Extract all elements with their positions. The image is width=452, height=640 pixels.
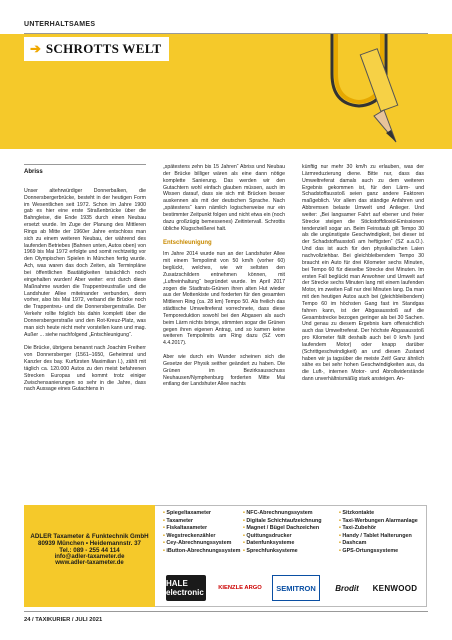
list-item: • Cey-Abrechnungssystem [163,540,240,548]
paragraph: Unser altehrwürdiger Donnerbalken, die Donnersbergerbrücke, besteht in der heutigen Form im Wesentlichen seit 1972. Schon im Jahre 1900 gab es hier eine erste Straßenbrücke über die Bahngleise, die Ende 1935 durch einen Neubau ersetzt wurde. Im Zuge der Planung des Mittleren Rings ab Mitte der 1960er Jahre entschloss man sich zu einem weiteren Neubau, der während des laufenden Betriebes (Bahnen unten, Autos oben) von 1969 bis Mai 1972 erfolgte und somit rechtzeitig vor den Olympischen Spielen in München fertig wurde. Ach, was waren das doch Zeiten, als Terminpläne bei öffentlichen Bautätigkeiten tatsächlich noch eingehalten wurden! Aber weiter: erst durch diese Maßnahme wurden die Trappentreustraße und die Landshuter Allee miteinander verbunden, denn vorher, also bis Mai 1972, verband die Brücke noch die Trappentreu- und die Donnersbergerstraße. Der Verkehr rollte folglich bis dahin komplett über die Donnersbergerstraße und den Rot-Kreuz-Platz, was man sich heute nicht mehr vorstellen kann und mag. Außer ... siehe nachfolgend „Entschleunigung“. [24,187,146,338]
list-item: • GPS-Ortungssysteme [339,548,418,556]
list-item: • Sitzkontakte [339,510,418,518]
list-item: • iButton-Abrechnungssystem [163,548,240,556]
paragraph: künftig nur mehr 30 km/h zu erlauben, was der Lärmreduzierung diene. Bitte nur, dass das Umweltreferat damals auch zu dem weiteren Ergebnis gekommen ist, für den Lärm- und Schadstoffausstoß seien ganz andere Faktoren maßgeblich. Vor allem das ständige Anfahren und Abbremsen belaste Umwelt und Anlieger. Und weiter: „Bei langsamer Fahrt auf ebener und freier Strecke steigen die Stickstoffdioxid-Emissionen tendenziell sogar an. Beim Feinstaub gilt Tempo 30 als die ungünstigste Geschwindigkeit, bei dieser ist der Schadstoffausstoß am heftigsten“ (SZ a.a.O.). Und das ist auch für den physikalischen Laien nachvollziehbar. Bei gleichbleibendem Tempo 30 braucht ein Auto für drei Kilometer sechs Minuten, bei Tempo 60 für dieselbe Strecke drei Minuten. Im ersten Fall beglückt man Anwohner und Umwelt auf der Strecke sechs Minuten lang mit einem laufenden Motor, im zweiten Fall nur drei Minuten lang. Da man mit den heutigen Autos auch bei (gleichbleibendem) Tempo 60 im höchsten Gang fast im Standgas fahren kann, ist der Abgasausstoß auf die Gesamtstrecke bezogen geringer als bei 30 Sachen. Und genau zu diesem Ergebnis kam offensichtlich auch das Umweltreferat. Der höchste Abgasausstoß pro Kilometer fällt deshalb auch bei 0 km/h (und laufendem Motor) oder knapp darüber (Schrittgeschwindigkeit) an und diesen Zustand haben wir ja tagsüber die meiste Zeit! Ganz ähnlich sähe es bei sehr hohen Geschwindigkeiten aus, da die Luft-, internen Motor- und Abrollwiderstände dann unverhältnismäßig stark ansteigen. An- [302,164,424,383]
list-item: • Wegstreckenzähler [163,533,240,541]
ad-product-list-2 [243,510,322,556]
column-title: SCHROTTS WELT [45,41,162,56]
ad-product-list-3 [339,510,418,556]
list-item: • Quittungsdrucker [243,533,322,541]
article-column-3 [302,164,424,390]
list-item: • NFC-Abrechnungssystem [243,510,322,518]
kenwood-logo: KENWOOD [372,583,418,593]
arrow-icon: ➔ [30,41,41,56]
list-item: • Taxi-Zubehör [339,525,418,533]
list-item: • Sprechfunksysteme [243,548,322,556]
article-column-2 [163,164,285,395]
ad-email-link[interactable]: info@adler-taxameter.de [54,554,125,560]
list-item: • Taxameter [163,518,240,526]
section-heading: Abriss [24,164,146,176]
list-item: • Magnet / Bügel Dachzeichen [243,525,322,533]
paragraph: „spätestens zehn bis 15 Jahren“ Abriss und Neubau der Brücke billiger wären als eine dann nötige komplette Sanierung. Das werden wir den Gutachtern wohl einfach glauben müssen, auch im Wissen darauf, dass sie sich mit Brücken besser auskennen als mit der deutschen Sprache. Nach „spätestens“ kann nämlich logischerweise nur ein bestimmter Zeitpunkt folgen und nicht etwa ein (noch dazu großzügig bemessenes) Zeitintervall. Schrottis übliche Klugscheißerei halt. [163,164,285,232]
list-item: • Datenfunksysteme [243,540,322,548]
hale-logo: HALE electronic [166,575,206,601]
brodit-logo: Brodit [335,583,359,593]
list-item: • Spiegeltaxameter [163,510,240,518]
section-heading: Entschleunigung [163,240,212,247]
title-box [24,37,169,61]
paragraph: Die Brücke, übrigens benannt nach Joachim Freiherr von Donnersberger (1561–1650, Geheimrat und Kanzler des bay. Kurfürsten Maximilian I.), zählt mit täglich ca. 120.000 Autos zu den meist befahrenen Strecken Europas und kommt trotz einiger Zwischensanierungen so sehr in die Jahre, dass nach Aussage eines Gutachtens in [24,345,146,393]
ad-company-name: ADLER Taxameter & Funktechnik GmbH [30,533,149,540]
article-column-1 [24,164,146,400]
ad-phone: Tel.: 089 - 255 44 114 [59,547,120,554]
brand-logos [160,572,422,604]
paragraph: Aber wie durch ein Wunder scheinen sich die Gesetze der Physik seither geändert zu haben. Die Grünen im Bezirksausschuss Neuhausen/Nymphenburg forderten Mitte Mai entlang der Landshuter Allee nachts [163,354,285,388]
list-item: • Taxi-Werbungen Alarmanlage [339,518,418,526]
list-item: • Dashcam [339,540,418,548]
ad-address: 80939 München • Heidemannstr. 37 [38,540,141,547]
list-item: • Digitale Schichtaufzeichnung [243,518,322,526]
ad-company-box [24,505,155,607]
page-footer: 24 / TAXIKURIER / JULI 2021 [24,617,103,623]
ad-product-list-1 [163,510,240,556]
list-item: • Fiskaltaxameter [163,525,240,533]
list-item: • Handy / Tablet Halterungen [339,533,418,541]
ad-website-link[interactable]: www.adler-taxameter.de [55,560,124,566]
pencil-illustration [274,34,424,149]
kienzle-logo: KIENZLE ARGO [218,584,262,591]
paragraph: Im Jahre 2014 wurde nun an der Landshuter Allee mit einem Tempolimit von 50 km/h (vorher 60) beglückt, welches, wie wir seltsten den Zusatzschildern entnehmen können, mit „Luftreinhaltung“ begründet wurde. Im April 2017 zogen die Stadtrats-Grünen ihren alten Hut wieder aus der Mottenkiste und forderten für den gesamten Mittleren Ring (ca. 28 km) Tempo 50. Als freilich das städtische Umweltreferat vorrechnete, dass diese Temporeduktion sowohl bei den Abgasen als auch beim Lärm nichts bringe, stimmten sogar die Grünen gegen ihren eigenen Antrag, und so kamen keine weiteren Tempolimits am Ring dazu (SZ vom 4.4.2017). [163,251,285,347]
semitron-logo: SEMITRON [272,575,320,601]
footer-rule [24,611,428,612]
section-label: UNTERHALTSAMES [24,21,96,28]
